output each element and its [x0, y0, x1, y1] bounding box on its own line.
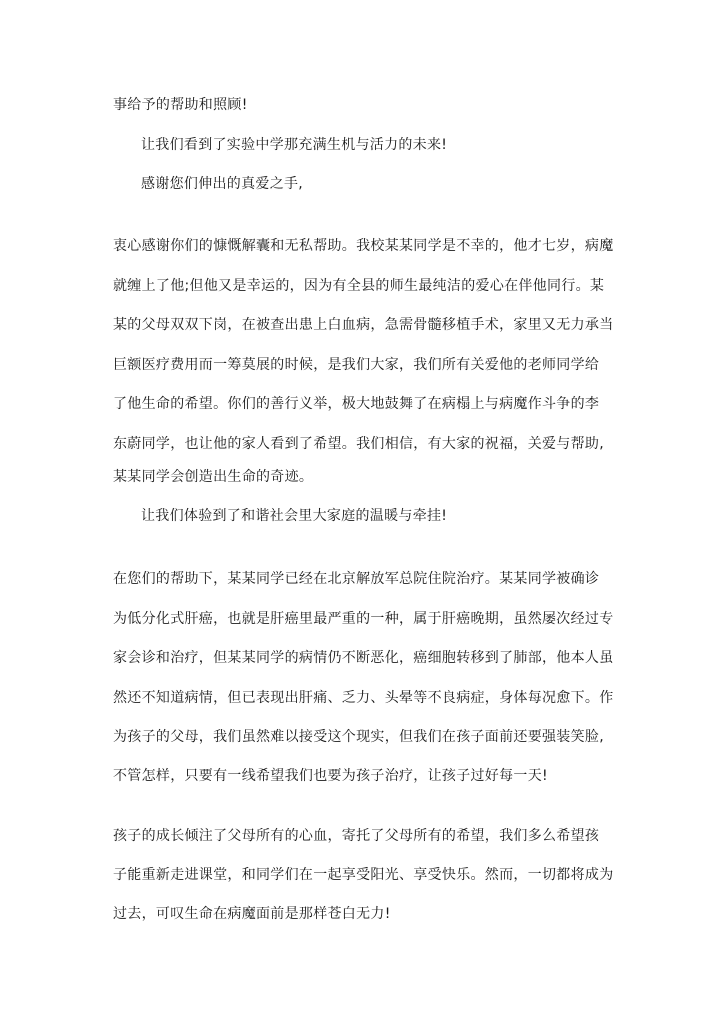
text-line: 让我们体验到了和谐社会里大家庭的温暖与牵挂! — [141, 508, 448, 524]
text-line: 然还不知道病情，但已表现出肝痛、乏力、头晕等不良病症，身体每况愈下。作 — [113, 690, 614, 706]
text-line: 衷心感谢你们的慷慨解囊和无私帮助。我校某某同学是不幸的，他才七岁，病魔 — [113, 238, 614, 254]
text-line: 为孩子的父母，我们虽然难以接受这个现实，但我们在孩子面前还要强装笑脸, — [113, 729, 604, 745]
text-line: 就缠上了他;但他又是幸运的，因为有全县的师生最纯洁的爱心在伴他同行。某 — [113, 278, 605, 294]
text-line: 过去，可叹生命在病魔面前是那样苍白无力! — [113, 906, 391, 922]
text-line: 为低分化式肝癌，也就是肝癌里最严重的一种，属于肝癌晚期，虽然屡次经过专 — [113, 611, 614, 627]
text-line: 感谢您们伸出的真爱之手, — [141, 176, 304, 192]
text-line: 孩子的成长倾注了父母所有的心血，寄托了父母所有的希望，我们多么希望孩 — [113, 828, 600, 844]
text-line: 某某同学会创造出生命的奇迹。 — [113, 469, 314, 485]
text-line: 不管怎样，只要有一线希望我们也要为孩子治疗，让孩子过好每一天! — [113, 768, 548, 784]
text-line: 家会诊和治疗，但某某同学的病情仍不断恶化，癌细胞转移到了肺部，他本人虽 — [113, 650, 614, 666]
text-line: 巨额医疗费用而一筹莫展的时候，是我们大家，我们所有关爱他的老师同学给 — [113, 357, 600, 373]
text-line: 子能重新走进课堂，和同学们在一起享受阳光、享受快乐。然而，一切都将成为 — [113, 867, 614, 883]
text-line: 东蔚同学，也让他的家人看到了希望。我们相信，有大家的祝福，关爱与帮助, — [113, 436, 604, 452]
text-line: 让我们看到了实验中学那充满生机与活力的未来! — [141, 137, 448, 153]
text-line: 了他生命的希望。你们的善行义举，极大地鼓舞了在病榻上与病魔作斗争的李 — [113, 396, 600, 412]
text-line: 某的父母双双下岗，在被查出患上白血病，急需骨髓移植手术，家里又无力承当 — [113, 317, 614, 333]
text-line: 事给予的帮助和照顾! — [113, 97, 248, 113]
text-line: 在您们的帮助下，某某同学已经在北京解放军总院住院治疗。某某同学被确诊 — [113, 571, 600, 587]
